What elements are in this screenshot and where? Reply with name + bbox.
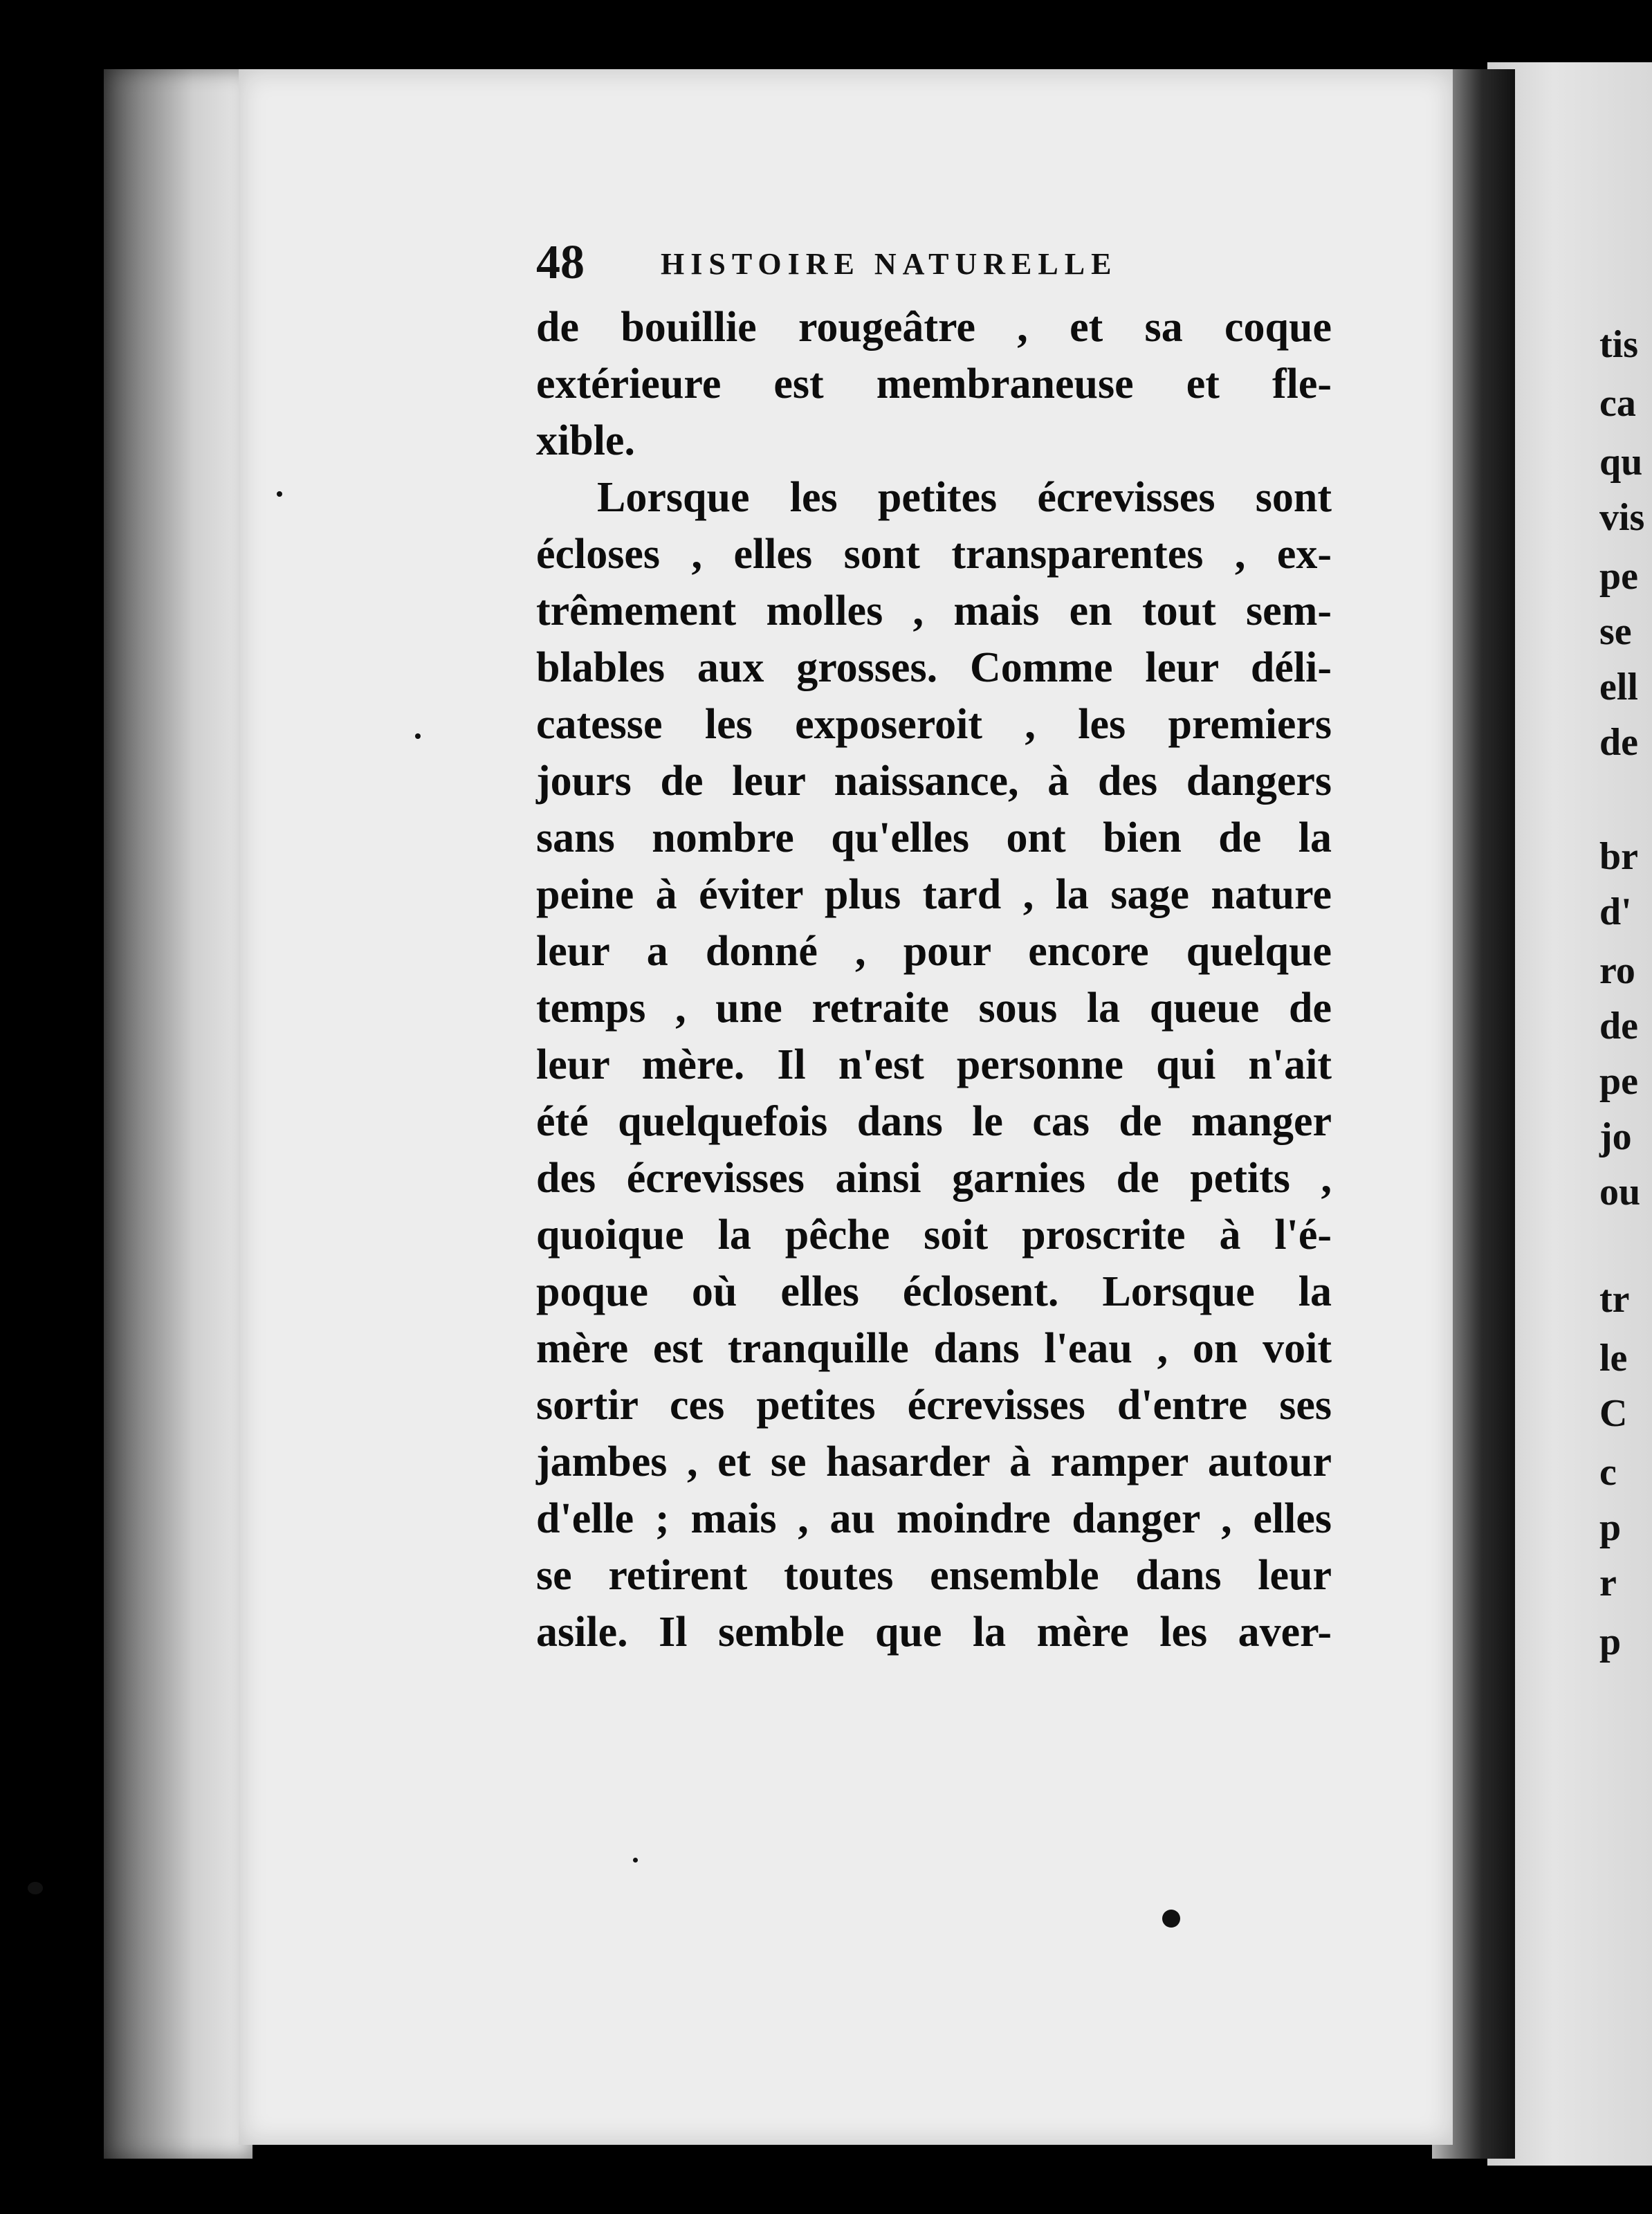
facing-fragment: vis: [1599, 496, 1645, 539]
facing-fragment: pe: [1599, 555, 1638, 598]
body-text: [536, 299, 1332, 1660]
facing-fragment: qu: [1599, 441, 1643, 484]
facing-fragment: ro: [1599, 949, 1635, 992]
facing-fragment: ou: [1599, 1171, 1641, 1214]
facing-fragment: ca: [1599, 382, 1636, 425]
scan-speck: [28, 1882, 43, 1894]
facing-fragment: pe: [1599, 1060, 1638, 1103]
text-line: jambes , et se hasarder à ramper autour: [536, 1438, 1332, 1485]
facing-fragment: c: [1599, 1451, 1617, 1494]
text-line: trêmement molles , mais en tout sem-: [536, 587, 1332, 634]
text-line: catesse les exposeroit , les premiers: [536, 701, 1332, 748]
text-line: temps , une retraite sous la queue de: [536, 985, 1332, 1032]
scan-speck: [277, 491, 282, 497]
facing-fragment: jo: [1599, 1115, 1632, 1158]
facing-fragment: de: [1599, 1005, 1638, 1047]
text-line: extérieure est membraneuse et fle-: [536, 360, 1332, 408]
facing-fragment: p: [1599, 1620, 1622, 1663]
text-line: se retirent toutes ensemble dans leur: [536, 1552, 1332, 1599]
text-line: sans nombre qu'elles ont bien de la: [536, 814, 1332, 861]
facing-fragment: d': [1599, 890, 1632, 933]
text-line: mère est tranquille dans l'eau , on voit: [536, 1325, 1332, 1372]
text-line: peine à éviter plus tard , la sage nature: [536, 871, 1332, 918]
scan-speck: [633, 1858, 638, 1863]
text-line: jours de leur naissance, à des dangers: [536, 758, 1332, 805]
text-line: de bouillie rougeâtre , et sa coque: [536, 304, 1332, 351]
book-left-edge: [104, 69, 253, 2159]
text-line: leur mère. Il n'est personne qui n'ait: [536, 1041, 1332, 1088]
page-number: 48: [536, 236, 585, 289]
text-line: xible.: [536, 417, 635, 464]
text-line: écloses , elles sont transparentes , ex-: [536, 531, 1332, 578]
facing-fragment: br: [1599, 835, 1638, 878]
running-title: HISTOIRE NATURELLE: [661, 247, 1118, 281]
text-line: leur a donné , pour encore quelque: [536, 928, 1332, 975]
text-line: blables aux grosses. Comme leur déli-: [536, 644, 1332, 691]
text-line: sortir ces petites écrevisses d'entre ses: [536, 1382, 1332, 1429]
scan-speck: [1162, 1910, 1180, 1928]
facing-fragment: tis: [1599, 323, 1638, 366]
facing-fragment: ell: [1599, 666, 1638, 708]
text-line: quoique la pêche soit proscrite à l'é-: [536, 1211, 1332, 1259]
text-line: des écrevisses ainsi garnies de petits ,: [536, 1155, 1332, 1202]
facing-fragment: p: [1599, 1506, 1622, 1549]
page-header: [536, 236, 1228, 294]
facing-fragment: r: [1599, 1562, 1617, 1604]
facing-fragment: le: [1599, 1337, 1628, 1380]
text-line: été quelquefois dans le cas de manger: [536, 1098, 1332, 1145]
text-line: d'elle ; mais , au moindre danger , elles: [536, 1495, 1332, 1542]
facing-fragment: de: [1599, 721, 1638, 764]
scan-speck: [415, 733, 421, 739]
text-line: Lorsque les petites écrevisses sont: [597, 474, 1332, 521]
text-line: asile. Il semble que la mère les aver-: [536, 1609, 1332, 1656]
facing-fragment: C: [1599, 1392, 1628, 1435]
facing-fragment: tr: [1599, 1278, 1630, 1321]
text-line: poque où elles éclosent. Lorsque la: [536, 1268, 1332, 1315]
facing-fragment: se: [1599, 610, 1632, 653]
